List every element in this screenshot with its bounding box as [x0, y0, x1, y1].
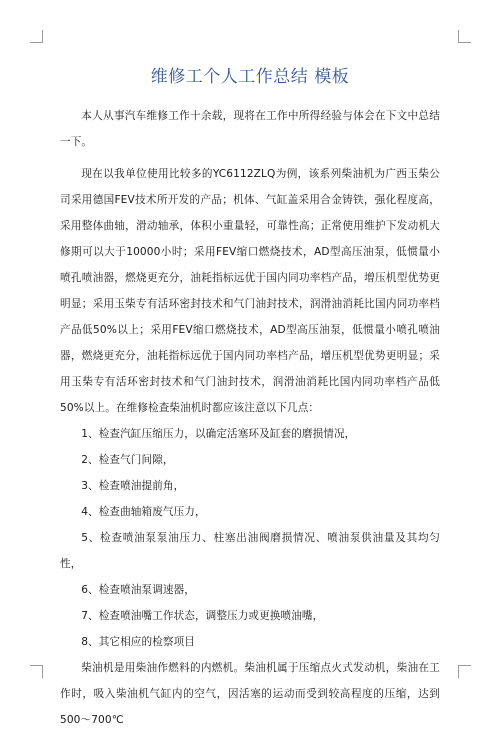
crop-mark-bottom-left [30, 665, 43, 678]
list-item: 1、检查汽缸压缩压力，以确定活塞环及缸套的磨损情况， [81, 428, 356, 440]
crop-mark-bottom-right [458, 665, 471, 678]
document-body [60, 103, 440, 733]
list-item: 6、检查喷油泵调速器， [81, 584, 195, 596]
list-item: 2、检查气门间隙， [81, 454, 174, 466]
list-item: 3、检查喷油提前角， [81, 480, 185, 492]
intro-paragraph: 本人从事汽车维修工作十余载，现将在工作中所得经验与体会在下文中总结一下。 [60, 110, 440, 148]
crop-mark-top-left [30, 30, 43, 43]
document-title: 维修工个人工作总结 模板 [150, 67, 350, 87]
crop-mark-top-right [458, 30, 471, 43]
list-item: 7、检查喷油嘴工作状态，调整压力或更换喷油嘴， [81, 610, 324, 622]
list-item: 5、检查喷油泵泵油压力、柱塞出油阀磨损情况、喷油泵供油量及其均匀性， [60, 532, 440, 570]
body-paragraph: 柴油机是用柴油作燃料的内燃机。柴油机属于压缩点火式发动机，柴油在工作时，吸入柴油机气缸内的空气，因活塞的运动而受到较高程度的压缩，达到500～700℃ [60, 662, 440, 726]
list-item: 8、其它相应的检察项目 [81, 636, 195, 648]
list-item: 4、检查曲轴箱废气压力， [81, 506, 206, 518]
body-paragraph: 现在以我单位使用比较多的YC6112ZLQ为例，该系列柴油机为广西玉柴公司采用德国FEV技术所开发的产品；机体、气缸盖采用合金铸铁，强化程度高，采用整体曲轴，滑动轴承，体积小重量轻，可靠性高；正常使用维护下发动机大修期可以大于10000小时；采用FEV缩口燃烧技术，AD型高压油泵，低惯量小喷孔喷油器，燃烧更充分，油耗指标远优于国内同功率档产品，增压机型优势更明显；采用玉柴专有活环密封技术和气门油封技术，润滑油消耗比国内同功率档产品低50%以上；采用FEV缩口燃烧技术，AD型高压油泵，低惯量小喷孔喷油器，燃烧更充分，油耗指标远优于国内同功率档产品，增压机型优势更明显；采用玉柴专有活环密封技术和气门油封技术，润滑油消耗比国内同功率档产品低50%以上。在维修检查柴油机时都应该注意以下几点： [60, 168, 440, 414]
